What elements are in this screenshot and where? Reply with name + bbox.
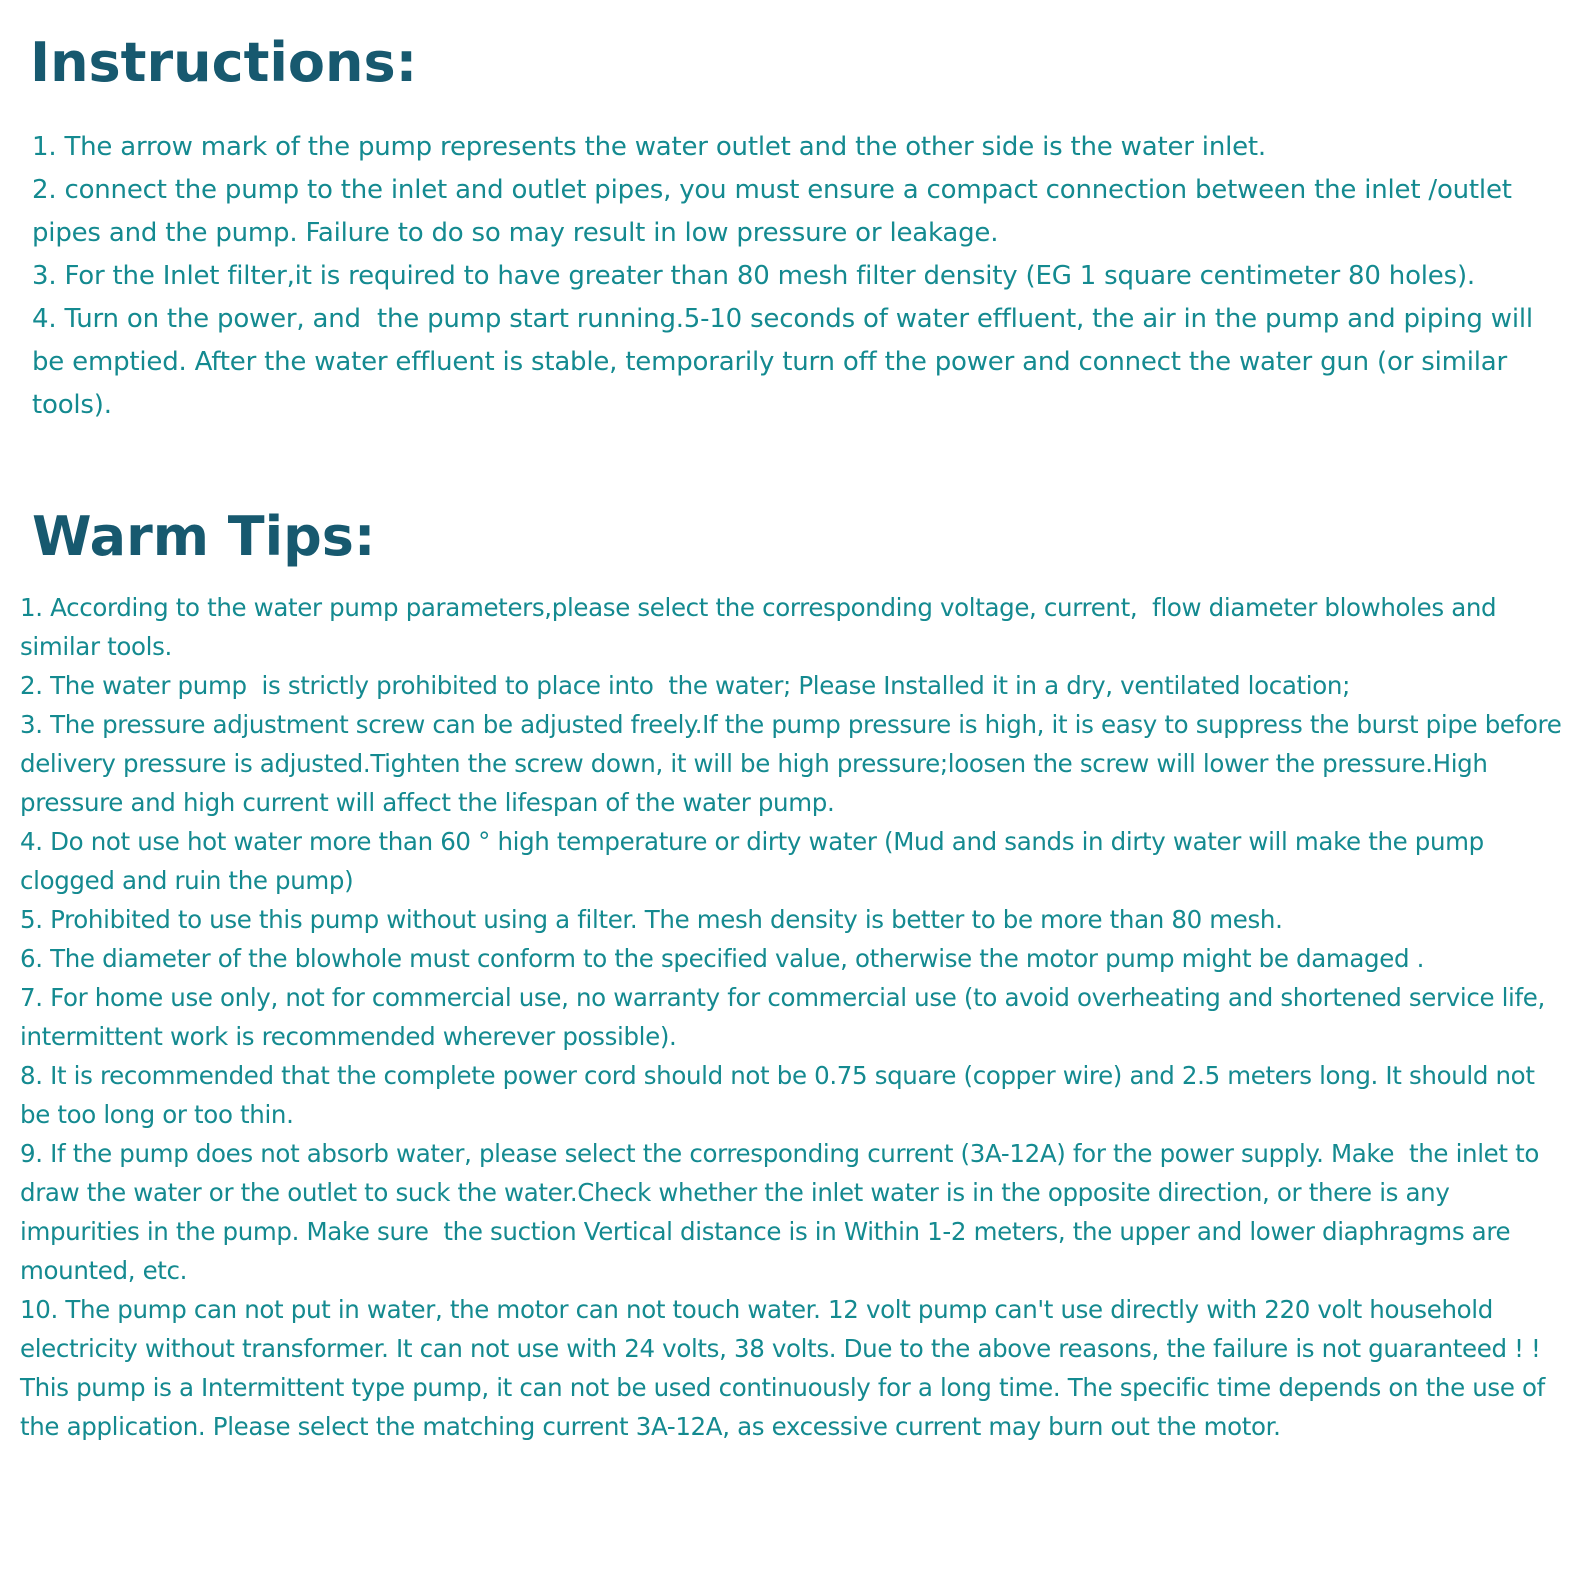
warm-tips-heading: Warm Tips: [32, 505, 376, 568]
instruction-item-4: 4. Turn on the power, and the pump start running.5-10 seconds of water effluent, the air in the pump and piping will be emptied. After the water effluent is stable, temporarily turn off the power and connect the water gun (or similar tools). [32, 304, 1542, 420]
tip-item-8: 8. It is recommended that the complete power cord should not be 0.75 square (copper wire) and 2.5 meters long. It should not be too long or too thin. [20, 1061, 1543, 1129]
tip-item-1: 1. According to the water pump parameters,please select the corresponding voltage, current, flow diameter blowholes and similar tools. [20, 593, 1504, 661]
tip-item-3: 3. The pressure adjustment screw can be adjusted freely.If the pump pressure is high, it is easy to suppress the burst pipe before delivery pressure is adjusted.Tighten the screw down, it will be high pressure;loosen the screw will lower the pressure.High pressure and high current will affect the lifespan of the water pump. [20, 710, 1569, 817]
warm-tips-list [20, 588, 1569, 1446]
tip-item-4: 4. Do not use hot water more than 60 ° high temperature or dirty water (Mud and sands in dirty water will make the pump clogged and ruin the pump) [20, 827, 1492, 895]
instructions-list [32, 126, 1562, 427]
tip-item-10: 10. The pump can not put in water, the motor can not touch water. 12 volt pump can't use directly with 220 volt household electricity without transformer. It can not use with 24 volts, 38 volts. Due to the above reasons, the failure is not guaranteed ! ! This pump is a Intermittent type pump, it can not be used continuously for a long time. The specific time depends on the use of the application. Please select the matching current 3A-12A, as excessive current may burn out the motor. [20, 1295, 1553, 1441]
instructions-heading: Instructions: [30, 31, 418, 94]
tip-item-9: 9. If the pump does not absorb water, please select the corresponding current (3A-12A) for the power supply. Make the inlet to draw the water or the outlet to suck the water.Check whether the inlet water is in the opposite direction, or there is any impurities in the pump. Make sure the suction Vertical distance is in Within 1-2 meters, the upper and lower diaphragms are mounted, etc. [20, 1139, 1547, 1285]
tip-item-7: 7. For home use only, not for commercial use, no warranty for commercial use (to avoid overheating and shortened service life, intermittent work is recommended wherever possible). [20, 983, 1553, 1051]
instruction-item-2: 2. connect the pump to the inlet and outlet pipes, you must ensure a compact connection between the inlet /outlet pipes and the pump. Failure to do so may result in low pressure or leakage. [32, 175, 1520, 248]
instruction-item-1: 1. The arrow mark of the pump represents the water outlet and the other side is the water inlet. [32, 132, 1266, 162]
tip-item-2: 2. The water pump is strictly prohibited to place into the water; Please Installed it in a dry, ventilated location; [20, 671, 1350, 700]
tip-item-5: 5. Prohibited to use this pump without using a filter. The mesh density is better to be more than 80 mesh. [20, 905, 1283, 934]
instruction-item-3: 3. For the Inlet filter,it is required to have greater than 80 mesh filter density (EG 1 square centimeter 80 holes). [32, 261, 1475, 291]
tip-item-6: 6. The diameter of the blowhole must conform to the specified value, otherwise the motor pump might be damaged . [20, 944, 1425, 973]
